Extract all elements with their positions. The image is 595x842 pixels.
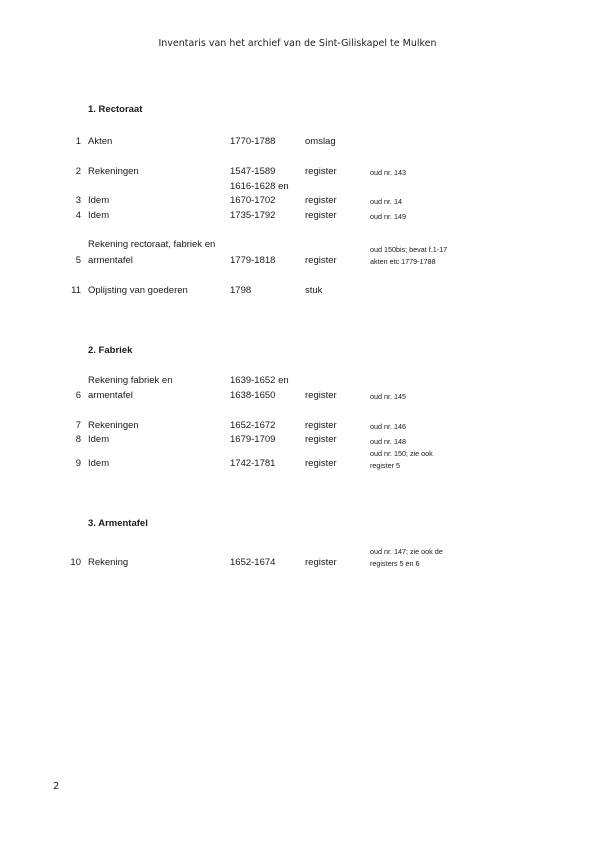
row-type: register — [305, 195, 337, 206]
row-note: oud nr. 150; zie ook — [370, 449, 433, 458]
row-number: 2 — [75, 166, 81, 177]
row-date: 1670-1702 — [230, 195, 276, 206]
row-note: oud nr. 143 — [370, 168, 406, 177]
row-date: 1652-1674 — [230, 557, 276, 568]
row-date: 1742-1781 — [230, 458, 276, 469]
row-note: oud nr. 145 — [370, 392, 406, 401]
row-type: register — [305, 166, 337, 177]
row-number: 5 — [75, 255, 81, 266]
row-date: 1798 — [230, 285, 252, 296]
row-type: register — [305, 420, 337, 431]
row-note: oud nr. 14 — [370, 197, 402, 206]
row-type: omslag — [305, 136, 336, 147]
row-description: Rekeningen — [88, 166, 139, 177]
row-date: 1652-1672 — [230, 420, 276, 431]
row-type: register — [305, 557, 337, 568]
row-note-cont: akten etc 1779-1788 — [370, 257, 436, 266]
row-note: oud nr. 147; zie ook de — [370, 547, 443, 556]
row-description: Rekening — [88, 557, 129, 568]
row-description: Idem — [88, 195, 110, 206]
row-number: 11 — [71, 285, 81, 296]
row-date-cont: 1638-1650 — [230, 390, 276, 401]
row-note-cont: register 5 — [370, 461, 400, 470]
row-description-cont: armentafel — [88, 390, 133, 401]
row-description: Rekening fabriek en — [88, 375, 173, 386]
row-description: Idem — [88, 458, 110, 469]
row-date: 1779-1818 — [230, 255, 276, 266]
row-number: 6 — [75, 390, 81, 401]
row-description: Rekening rectoraat, fabriek en — [88, 239, 216, 250]
section-title-armentafel: 3. Armentafel — [88, 518, 148, 529]
row-description: Idem — [88, 210, 110, 221]
row-date: 1770-1788 — [230, 136, 276, 147]
row-date: 1547-1589 — [230, 166, 276, 177]
section-title-rectoraat: 1. Rectoraat — [88, 104, 143, 115]
row-description: Akten — [88, 136, 113, 147]
row-description: Idem — [88, 434, 110, 445]
row-type: register — [305, 255, 337, 266]
page-header: Inventaris van het archief van de Sint-Giliskapel te Mulken — [158, 38, 437, 49]
row-number: 1 — [75, 136, 81, 147]
row-description: Oplijsting van goederen — [88, 285, 188, 296]
row-number: 9 — [75, 458, 81, 469]
row-number: 10 — [70, 557, 81, 568]
row-note: oud nr. 149 — [370, 212, 406, 221]
row-description: Rekeningen — [88, 420, 139, 431]
row-type: register — [305, 458, 337, 469]
row-date-extra: 1616-1628 en — [230, 181, 289, 192]
row-type: register — [305, 434, 337, 445]
row-number: 8 — [75, 434, 81, 445]
section-title-fabriek: 2. Fabriek — [88, 345, 133, 356]
row-note: oud nr. 146 — [370, 422, 406, 431]
row-number: 7 — [75, 420, 81, 431]
row-note: oud 150bis; bevat f.1-17 — [370, 245, 448, 254]
page-number: 2 — [53, 781, 60, 792]
row-date: 1679-1709 — [230, 434, 276, 445]
row-date: 1639-1652 en — [230, 375, 289, 386]
row-number: 3 — [75, 195, 81, 206]
row-type: stuk — [305, 285, 323, 296]
row-number: 4 — [75, 210, 81, 221]
row-date: 1735-1792 — [230, 210, 276, 221]
row-note-cont: registers 5 en 6 — [370, 559, 420, 568]
row-type: register — [305, 210, 337, 221]
row-type: register — [305, 390, 337, 401]
row-note: oud nr. 148 — [370, 437, 406, 446]
row-description-cont: armentafel — [88, 255, 133, 266]
